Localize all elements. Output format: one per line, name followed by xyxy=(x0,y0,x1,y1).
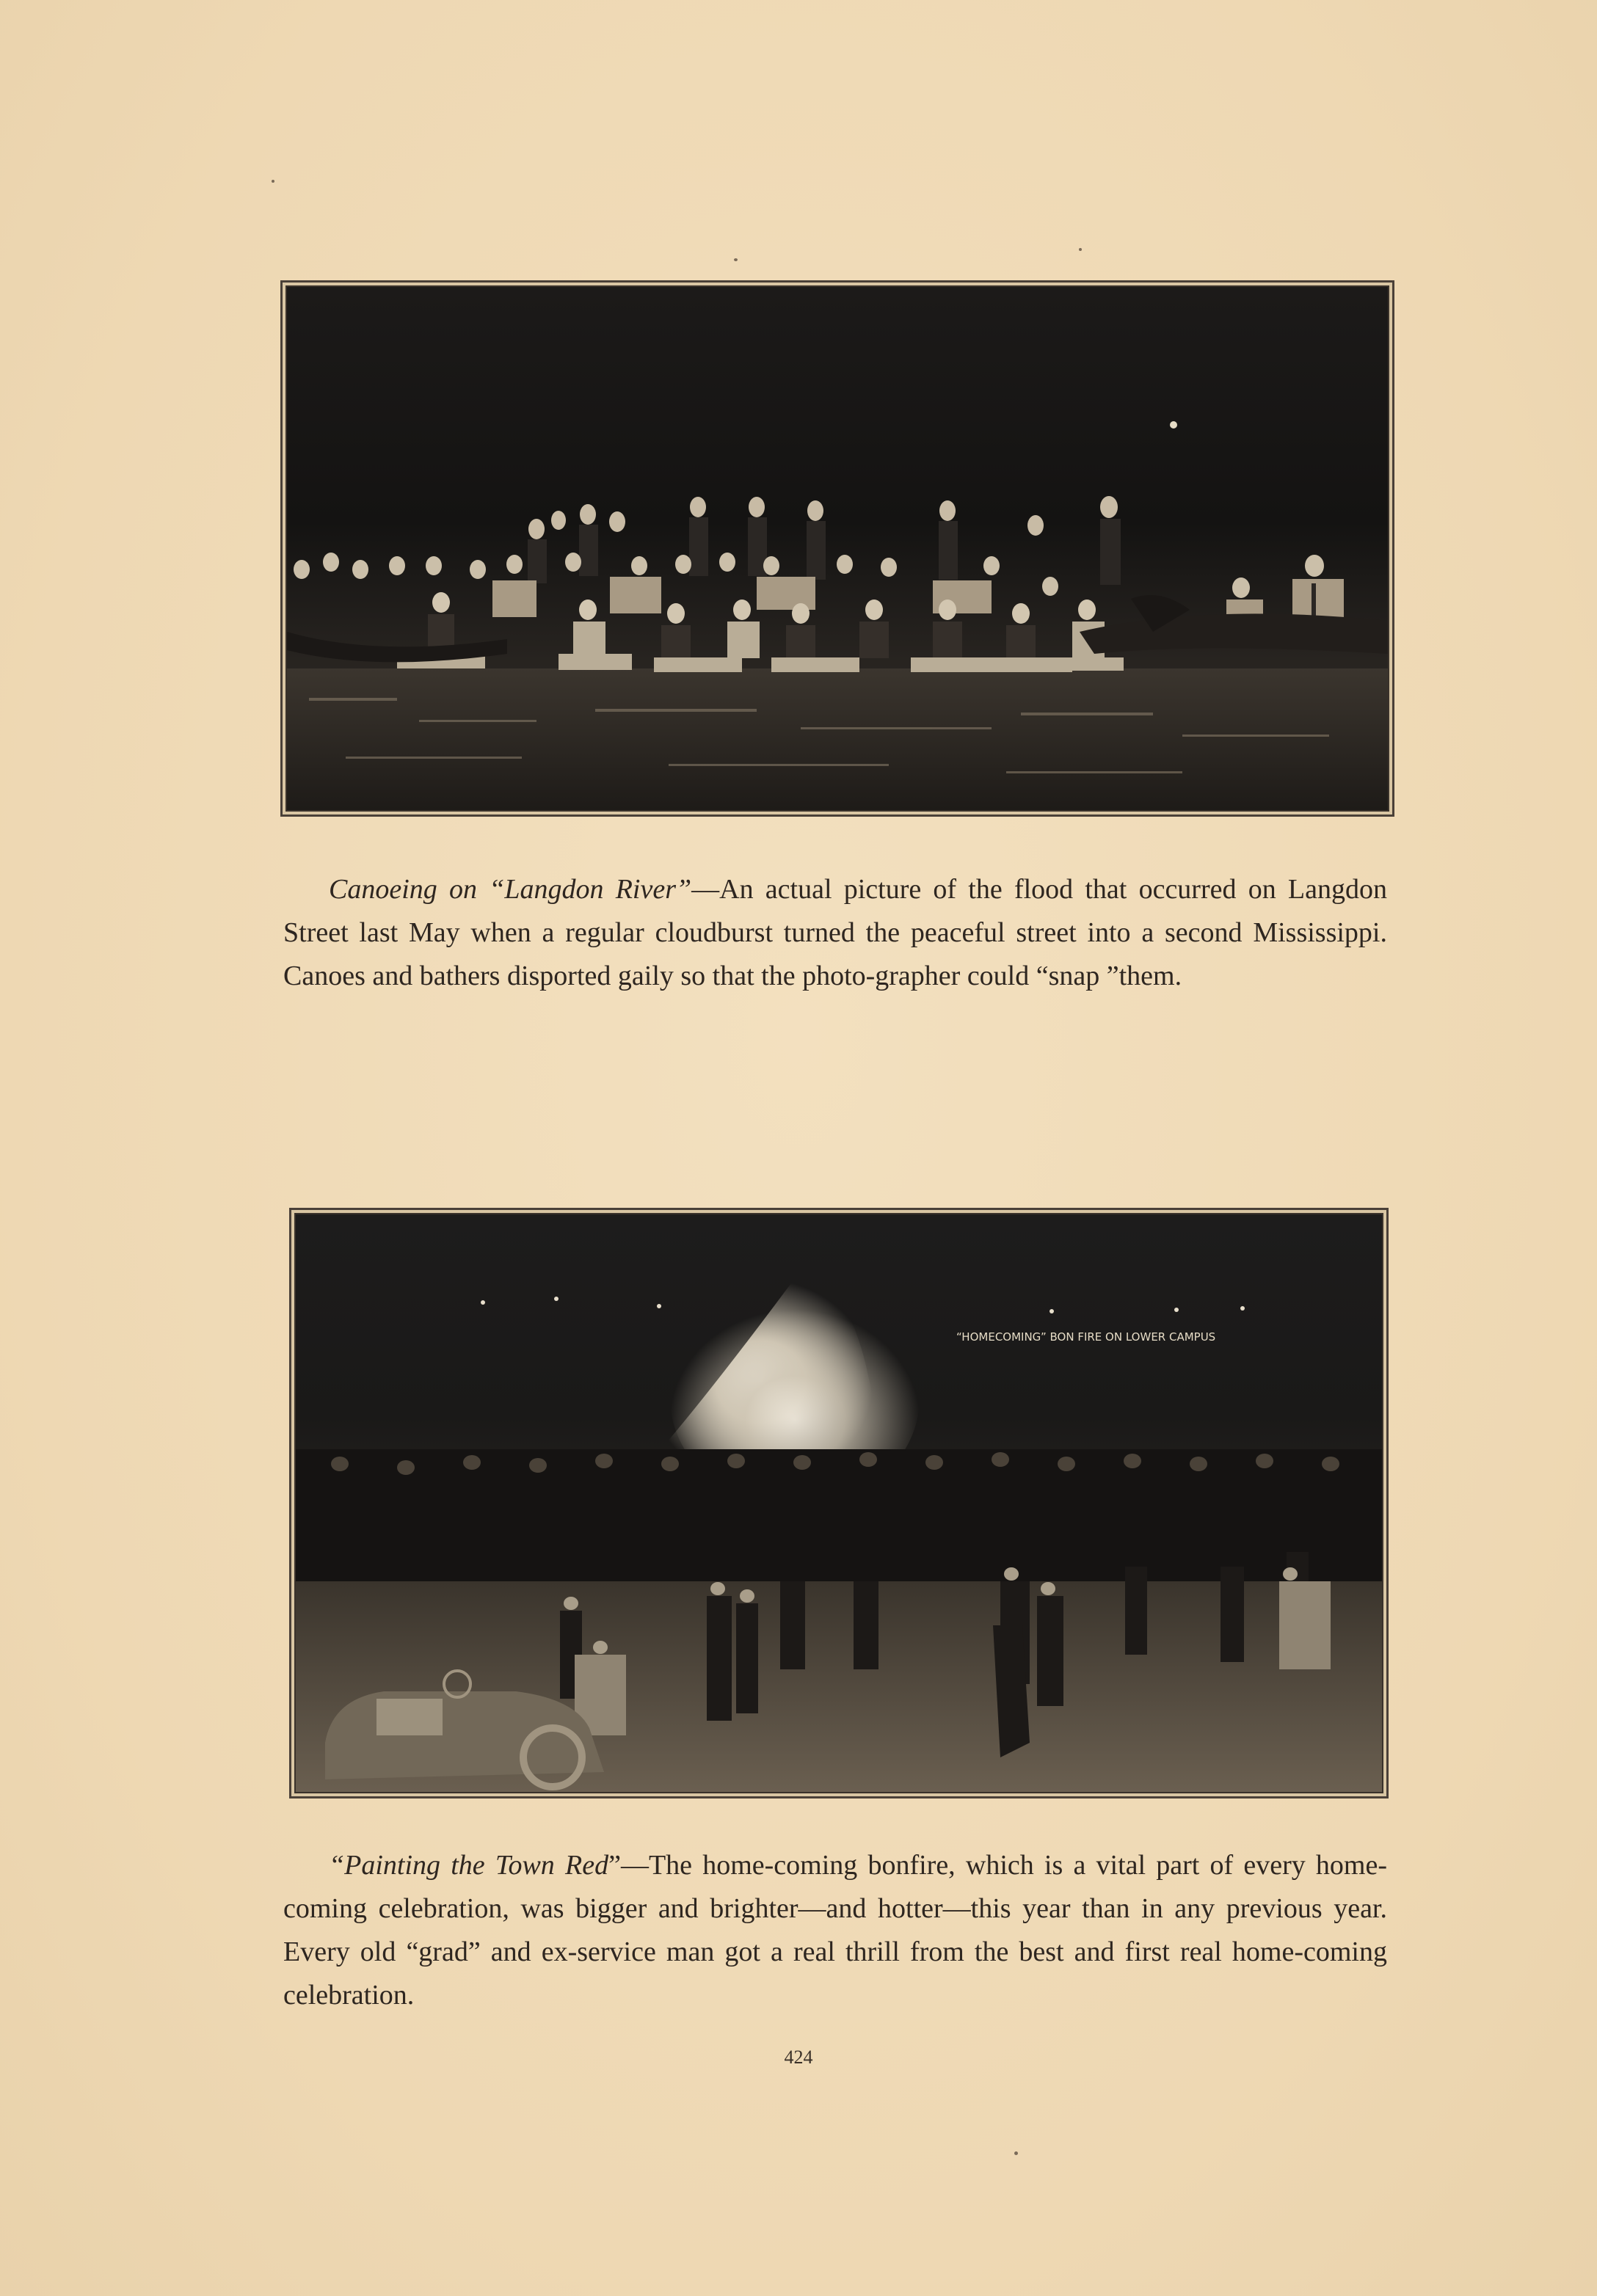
caption-lead-title: “Painting the Town Red xyxy=(329,1850,609,1881)
flood-photo xyxy=(285,285,1389,812)
flood-photo-caption xyxy=(283,868,1387,998)
page-number: 424 xyxy=(784,2047,813,2068)
caption-lead-title: Canoeing on “Langdon River” xyxy=(329,874,692,905)
paper-speck xyxy=(1079,248,1082,251)
bonfire-photo xyxy=(294,1213,1383,1793)
paper-speck xyxy=(272,180,274,183)
photo-inscription: “HOMECOMING” BON FIRE ON LOWER CAMPUS xyxy=(956,1330,1216,1344)
caption-body: —An actual picture of the flood that occurred on Langdon Street last May when a regular cloudburst turned the peaceful street into a second Mississippi. Canoes and bathers disported gaily so that the photo-grapher could “snap ”them. xyxy=(283,874,1387,991)
paper-speck xyxy=(734,258,738,261)
bonfire-photo-caption xyxy=(283,1844,1387,2017)
caption-body: ”—The home-coming bonfire, which is a vital part of every home-coming celebration, was bigger and brighter—and hotter—this year than in any previous year. Every old “grad” and ex-service man got a real thrill from the best and first real home-coming celebration. xyxy=(283,1850,1387,2011)
bonfire-photo-frame xyxy=(289,1208,1389,1798)
flood-photo-frame xyxy=(280,280,1394,817)
paper-speck xyxy=(1014,2151,1018,2155)
